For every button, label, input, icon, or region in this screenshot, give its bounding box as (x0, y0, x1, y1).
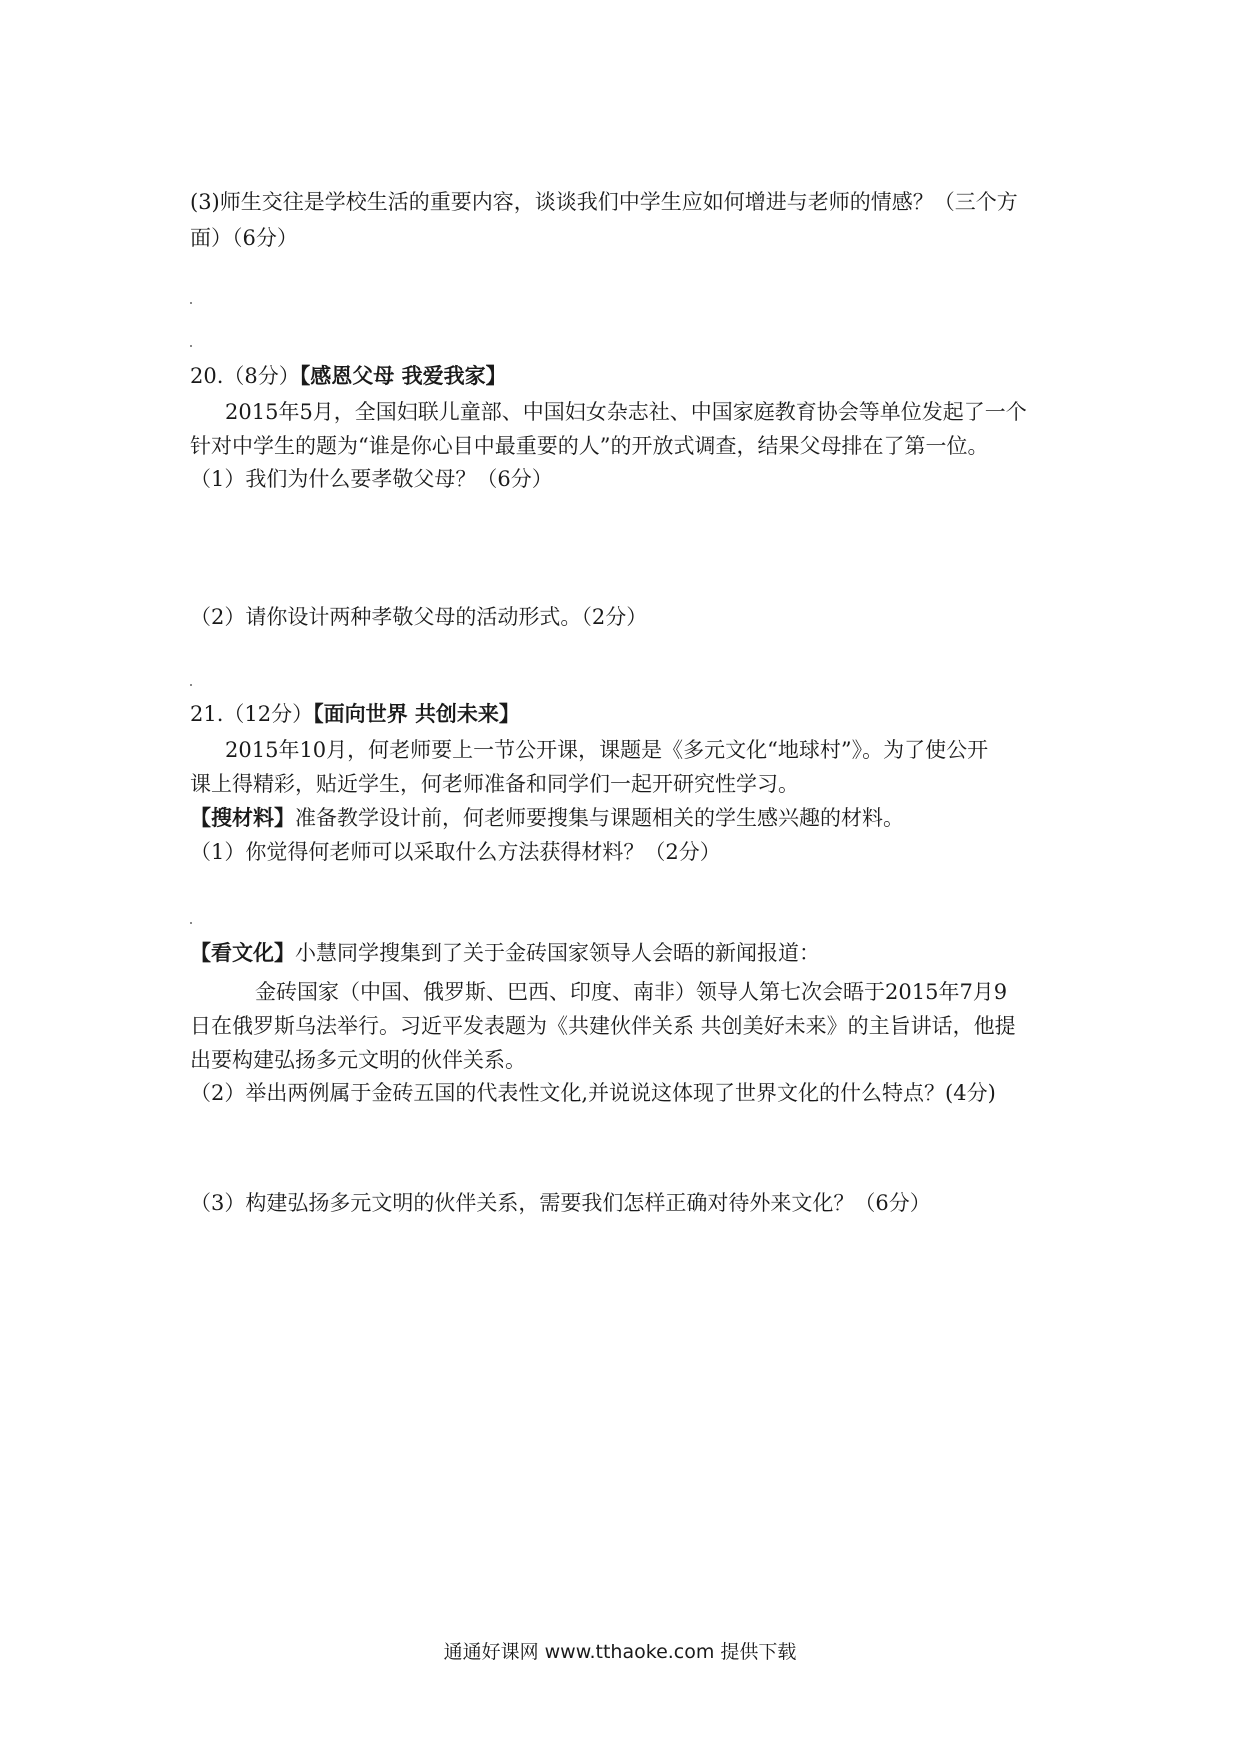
q21-view-culture (190, 937, 1070, 969)
q20-sub2: （2）请你设计两种孝敬父母的活动形式。（2分） (190, 605, 648, 629)
q21-sub3: （3）构建弘扬多元文明的伙伴关系，需要我们怎样正确对待外来文化？（6分） (190, 1191, 931, 1215)
q21-sub2: （2）举出两例属于金砖五国的代表性文化,并说说这体现了世界文化的什么特点？(4分) (190, 1081, 996, 1105)
scan-speck (190, 345, 192, 347)
scan-speck (190, 684, 192, 686)
q21-culture-text: 小慧同学搜集到了关于金砖国家领导人会晤的新闻报道： (295, 941, 820, 965)
q21-news-line1: 金砖国家（中国、俄罗斯、巴西、印度、南非）领导人第七次会晤于2015年7月9 (255, 980, 1008, 1004)
q21-material-line2: 课上得精彩，贴近学生，何老师准备和同学们一起开研究性学习。 (190, 772, 799, 796)
scan-speck (190, 922, 192, 924)
q21-search-text: 准备教学设计前，何老师要搜集与课题相关的学生感兴趣的材料。 (295, 806, 904, 830)
q21-search-material (190, 802, 1070, 834)
q21-sub1: （1）你觉得何老师可以采取什么方法获得材料？（2分） (190, 840, 721, 864)
q21-number: 21.（12分） (190, 702, 314, 726)
q20-theme: 【感恩父母 我爱我家】 (299, 363, 507, 388)
q21-news-line3: 出要构建弘扬多元文明的伙伴关系。 (190, 1048, 526, 1072)
q20-material-line2: 针对中学生的题为“谁是你心目中最重要的人”的开放式调查，结果父母排在了第一位。 (190, 434, 989, 458)
q20-number: 20.（8分） (190, 364, 300, 388)
q21-material-line1: 2015年10月，何老师要上一节公开课，课题是《多元文化“地球村”》。为了使公开 (225, 738, 989, 762)
q20-sub1: （1）我们为什么要孝敬父母？（6分） (190, 467, 553, 491)
q19-sub3-line2: 面）（6分） (190, 226, 298, 250)
scan-speck (190, 302, 192, 304)
q19-sub3-line1: (3)师生交往是学校生活的重要内容，谈谈我们中学生应如何增进与老师的情感？（三个方 (190, 190, 1018, 214)
q21-search-label: 【搜材料】 (190, 805, 295, 830)
page-footer: 通通好课网 www.tthaoke.com 提供下载 (443, 1641, 797, 1663)
q21-heading (190, 698, 1070, 730)
q21-culture-label: 【看文化】 (190, 940, 295, 965)
q21-theme: 【面向世界 共创未来】 (313, 701, 520, 726)
q20-heading (190, 360, 1070, 392)
q20-material-line1: 2015年5月，全国妇联儿童部、中国妇女杂志社、中国家庭教育协会等单位发起了一个 (225, 400, 1027, 424)
q21-news-line2: 日在俄罗斯乌法举行。习近平发表题为《共建伙伴关系 共创美好未来》的主旨讲话，他提 (190, 1014, 1016, 1038)
